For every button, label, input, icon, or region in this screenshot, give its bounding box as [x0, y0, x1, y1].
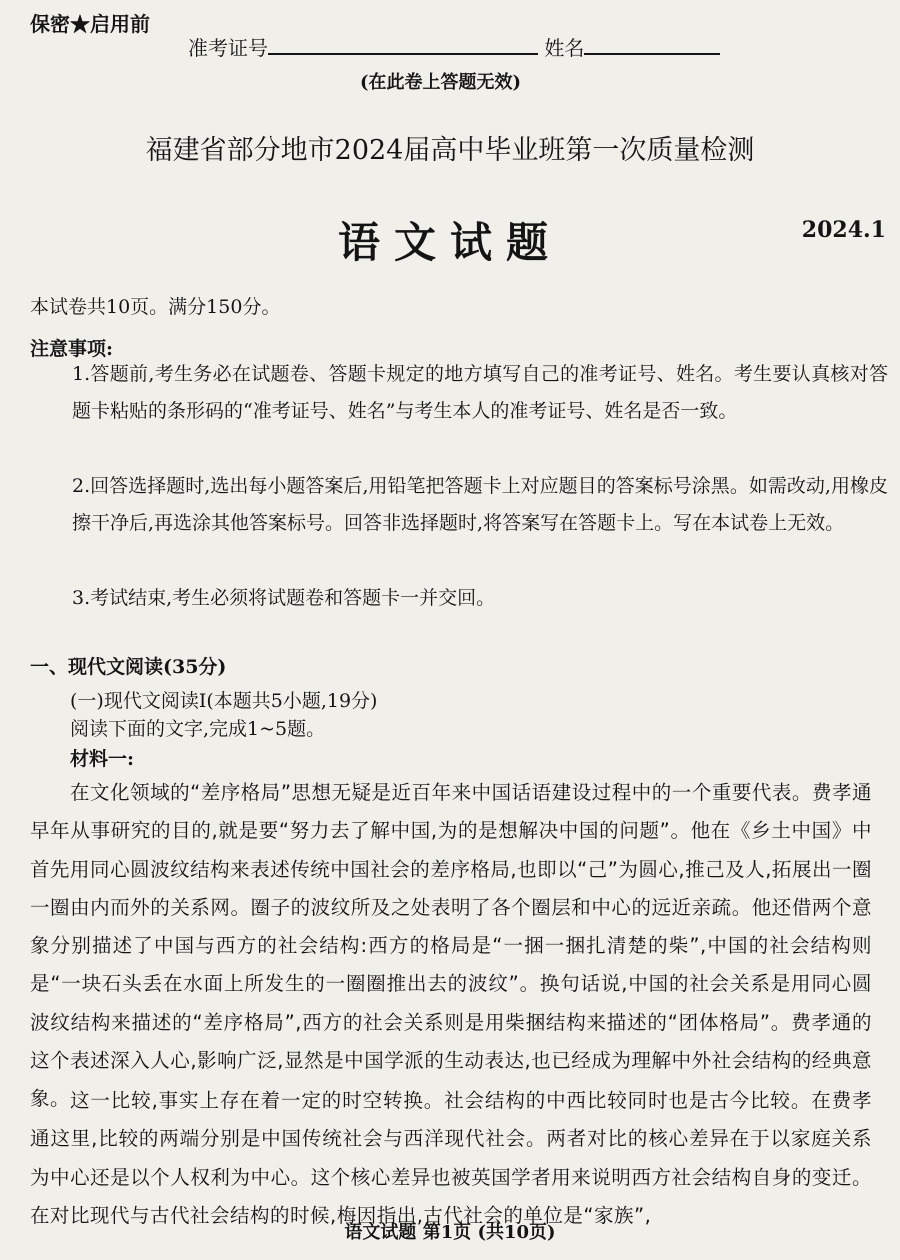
- sub-heading: (一)现代文阅读Ⅰ(本题共5小题,19分): [70, 690, 378, 712]
- subject-title: 语文试题: [337, 218, 562, 267]
- notice-item: 2.回答选择题时,选出每小题答案后,用铅笔把答题卡上对应题目的答案标号涂黑。如需改动,用橡皮擦干净后,再选涂其他答案标号。回答非选择题时,将答案写在答题卡上。写在本试卷上无效。: [72, 475, 888, 534]
- candidate-number-blank: [268, 35, 538, 55]
- passage-paragraph: 这一比较,事实上存在着一定的时空转换。社会结构的中西比较同时也是古今比较。在费孝通这里,比较的两端分别是中国传统社会与西洋现代社会。两者对比的核心差异在于以家庭关系为中心还是以个人权利为中心。这个核心差异也被英国学者用来说明西方社会结构自身的变迁。在对比现代与古代社会结构的时候,梅因指出,古代社会的单位是“家族”,: [30, 1089, 872, 1227]
- candidate-info-row: [188, 32, 720, 61]
- exam-title: 福建省部分地市2024届高中毕业班第一次质量检测: [145, 135, 755, 166]
- notice-title: 注意事项:: [30, 338, 114, 360]
- candidate-number-label: 准考证号: [188, 36, 268, 60]
- reading-instruction: 阅读下面的文字,完成1~5题。: [70, 718, 326, 740]
- exam-date: 2024.1: [801, 217, 886, 243]
- name-label: 姓名: [544, 36, 585, 60]
- invalid-note: (在此卷上答题无效): [360, 72, 522, 93]
- section-heading: 一、现代文阅读(35分): [30, 656, 227, 678]
- page-footer: 语文试题 第1页 (共10页): [344, 1222, 556, 1243]
- paper-info: 本试卷共10页。满分150分。: [30, 296, 281, 318]
- secret-mark: 保密★启用前: [30, 12, 150, 36]
- material-label: 材料一:: [70, 748, 135, 770]
- notice-item: 3.考试结束,考生必须将试题卷和答题卡一并交回。: [72, 587, 496, 609]
- name-blank: [584, 35, 720, 55]
- notice-item: 1.答题前,考生务必在试题卷、答题卡规定的地方填写自己的准考证号、姓名。考生要认真核对答题卡粘贴的条形码的“准考证号、姓名”与考生本人的准考证号、姓名是否一致。: [72, 363, 888, 422]
- passage-paragraph: 在文化领域的“差序格局”思想无疑是近百年来中国话语建设过程中的一个重要代表。费孝通早年从事研究的目的,就是要“努力去了解中国,为的是想解决中国的问题”。他在《乡土中国》中首先用同心圆波纹结构来表述传统中国社会的差序格局,也即以“己”为圆心,推己及人,拓展出一圈一圈由内而外的关系网。圈子的波纹所及之处表明了各个圈层和中心的远近亲疏。他还借两个意象分别描述了中国与西方的社会结构:西方的格局是“一捆一捆扎清楚的柴”,中国的社会结构则是“一块石头丢在水面上所发生的一圈圈推出去的波纹”。换句话说,中国的社会关系是用同心圆波纹结构来描述的“差序格局”,西方的社会关系则是用柴捆结构来描述的“团体格局”。费孝通的这个表述深入人心,影响广泛,显然是中国学派的生动表达,也已经成为理解中外社会结构的经典意象。: [30, 781, 872, 1111]
